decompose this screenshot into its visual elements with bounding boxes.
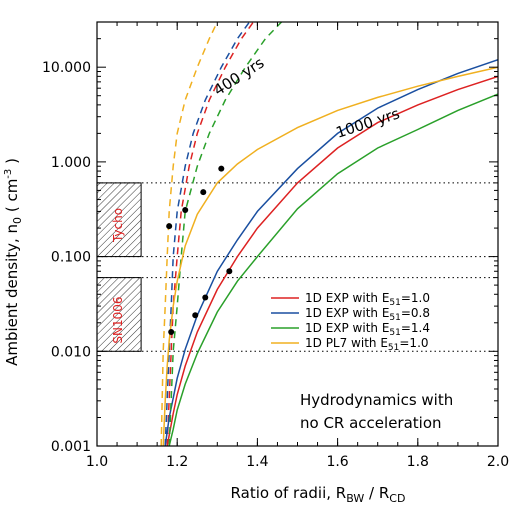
legend-entry-blue: 1D EXP with $E_{51}=0.8$ bbox=[305, 306, 430, 323]
x-tick-label: 1.2 bbox=[166, 454, 189, 470]
x-tick-label: 1.0 bbox=[85, 454, 109, 470]
band-label-sn1006: SN1006 bbox=[111, 296, 125, 344]
x-tick-label: 1.4 bbox=[246, 454, 269, 470]
marker-point bbox=[166, 223, 172, 229]
y-tick-label: 0.100 bbox=[50, 249, 91, 266]
legend-entry-red: 1D EXP with $E_{51}=1.0$ bbox=[305, 291, 430, 308]
y-tick-label: 10.000 bbox=[42, 60, 91, 77]
annotation-400-yrs: 400 yrs bbox=[210, 53, 268, 100]
x-tick-label: 1.8 bbox=[406, 454, 429, 470]
marker-point bbox=[182, 207, 188, 213]
y-axis-title: Ambient density, $n_0$ ( $cm^{-3}$ ) bbox=[3, 158, 24, 366]
note-line-2: no CR acceleration bbox=[300, 414, 442, 432]
marker-point bbox=[202, 294, 208, 300]
legend bbox=[271, 291, 430, 353]
marker-point bbox=[226, 268, 232, 274]
plot-frame bbox=[97, 22, 498, 446]
x-tick-label: 2.0 bbox=[486, 454, 509, 470]
x-axis-title: Ratio of radii, $R_{BW} / R_{CD}$ bbox=[230, 484, 406, 505]
annotation-1000-yrs: 1000 yrs bbox=[333, 104, 402, 142]
note-line-1: Hydrodynamics with bbox=[300, 391, 454, 409]
marker-point bbox=[200, 189, 206, 195]
legend-entry-green: 1D EXP with $E_{51}=1.4$ bbox=[305, 321, 430, 338]
band-label-tycho: Tycho bbox=[111, 207, 125, 243]
y-tick-label: 0.010 bbox=[50, 344, 91, 361]
x-tick-label: 1.6 bbox=[326, 454, 349, 470]
y-tick-label: 0.001 bbox=[50, 439, 91, 455]
y-tick-label: 1.000 bbox=[50, 154, 91, 171]
marker-point bbox=[168, 329, 174, 335]
marker-point bbox=[192, 312, 198, 318]
legend-entry-yellow: 1D PL7 with $E_{51}=1.0$ bbox=[305, 336, 429, 353]
series-1-solid-line bbox=[165, 60, 498, 446]
marker-point bbox=[218, 166, 224, 172]
